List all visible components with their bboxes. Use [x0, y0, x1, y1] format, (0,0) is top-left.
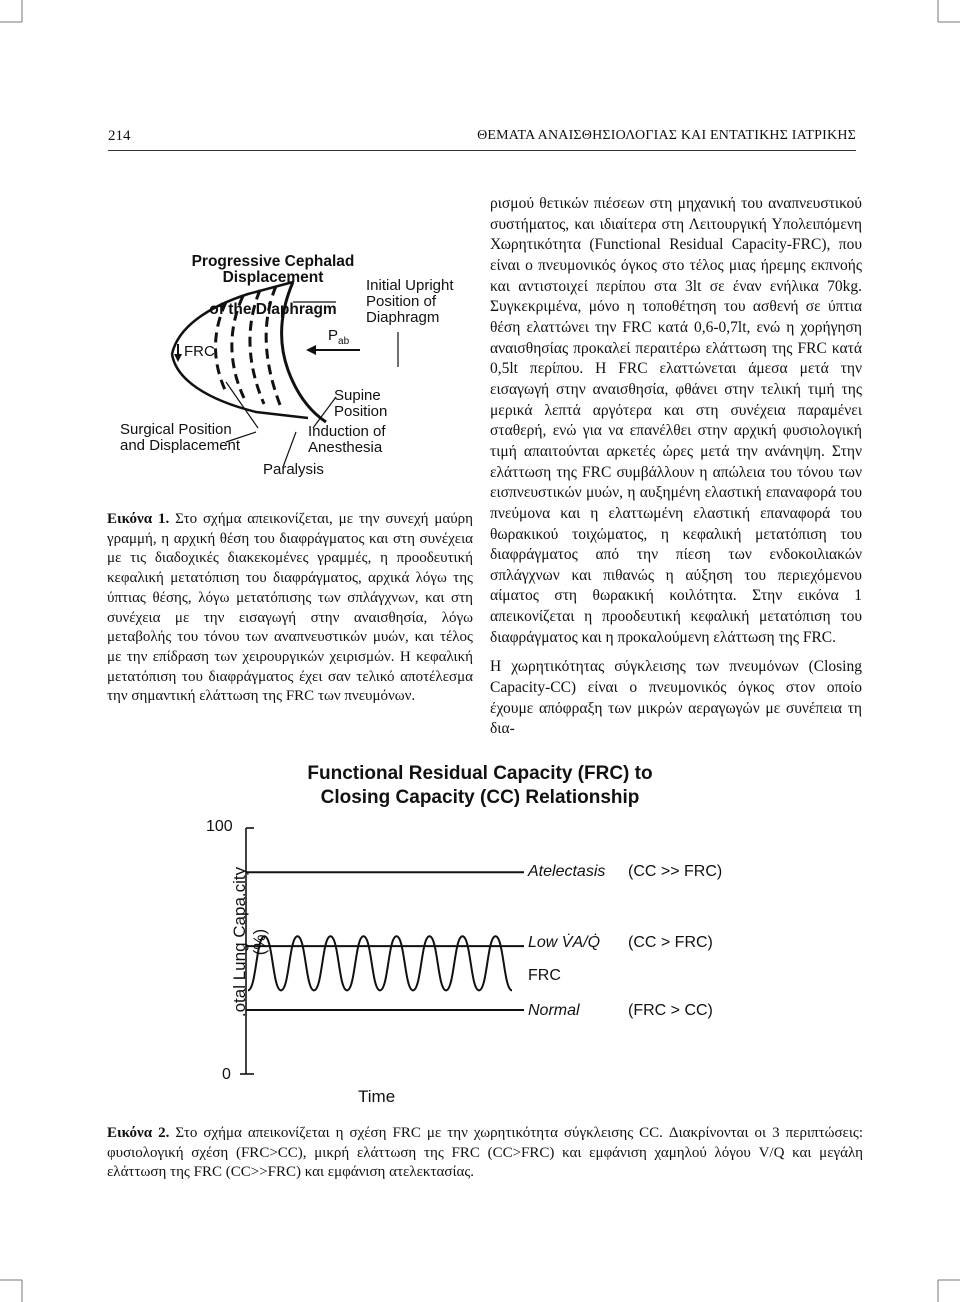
figure1-caption [107, 510, 473, 707]
crop-mark-top-left [0, 0, 60, 60]
label-paralysis: Paralysis [263, 461, 324, 478]
label-frc: FRC [184, 343, 215, 360]
label-induction: Induction of Anesthesia [308, 423, 386, 456]
figure1-caption-text: Στο σχήμα απεικονίζεται, με την συνεχή μαύρη γραμμή, η αρχική θέση του διαφράγματος και στη συνέχεια με τις διαδοχικές διακεκομένες γραμμές, η προοδευτική κεφαλική μετατόπιση του διαφράγματος, αρχικά λόγω της ύπτιας θέσης, λόγω μετατόπισης των σπλάγχνων, και στη συνέχεια με την εισαγωγή στην αναισθησία, λόγω μεταβολής του τόνου των αναπνευστικών μυών, και τέλος με την επίδραση των χειρουργικών χειρισμών. Η κεφαλική μετατόπιση του διαφράγματος έχει σαν τελικό αποτέλεσμα την σημαντική ελάττωση της FRC των πνευμόνων. [107, 511, 473, 705]
figure2-caption [107, 1124, 863, 1183]
label-atelectasis: Atelectasis [528, 863, 606, 880]
figure1-title-line2: of the Diaphragm [209, 301, 337, 318]
crop-mark-bottom-right [900, 1242, 960, 1302]
label-normal: Normal [528, 1002, 580, 1019]
crop-mark-bottom-left [0, 1242, 60, 1302]
y-tick-0: 0 [222, 1066, 231, 1083]
label-atelectasis-relation: (CC >> FRC) [628, 863, 723, 880]
label-frc-curve: FRC [528, 967, 561, 984]
body-paragraph-2: Η χωρητικότητας σύγκλεισης των πνευμόνων (Closing Capacity-CC) είναι ο πνευμονικός όγκος στον οποίο έχουμε απόφραξη των μικρών αεραγωγών με συνέπεια τη δια- [490, 658, 862, 738]
figure2-caption-label: Εικόνα 2. [107, 1125, 170, 1141]
journal-title: ΘΕΜΑΤΑ ΑΝΑΙΣΘΗΣΙΟΛΟΓΙΑΣ ΚΑΙ ΕΝΤΑΤΙΚΗΣ ΙΑΤΡΙΚΗΣ [477, 128, 856, 143]
body-paragraph-1: ρισμού θετικών πιέσεων στη μηχανική του αναπνευστικού συστήματος, και ιδιαίτερα στη Λειτουργική Υπολειπόμενη Χωρητικότητα (Functional Residual Capacity-FRC), που είναι ο πνευμονικός όγκος στο τέλος μιας ήρεμης εκπνοής και αντιστοιχεί περίπου στα 3lt σε έναν ενήλικα 70kg. Συγκεκριμένα, μόνο η τοποθέτηση του ασθενή σε ύπτια θέση ελαττώνει την FRC κατά 0,6-0,7lt, ενώ η χορήγηση αναισθησίας προκαλεί περαιτέρω ελάττωση της FRC κατά 0,5lt περίπου. Η FRC ελαττώνεται άμεσα μετά την εισαγωγή στην αναισθησία, φθάνει στην τελική τιμή της μερικά λεπτά αργότερα και στη συνέχεια παραμένει σταθερή, ενώ για να επανέλθει στην αρχική φυσιολογική τιμή απαιτούνται αρκετές ώρες μετά την ανάνηψη. Στην ελάττωση της FRC συμβάλλουν η απώλεια του τόνου των εισπνευστικών μυών, η αυξημένη ελαστική επαναφορά του πνεύμονα και η ελαττωμένη ελαστική επαναφορά του θωρακικού τοιχώματος, η κεφαλική μετατόπιση του διαφράγματος από την πίεση των ενδοκοιλιακών σπλάγχνων και πιθανώς η αύξηση του περιεχόμενου αίματος στη θωρακική κοιλότητα. Στην εικόνα 1 απεικονίζεται η προοδευτική κεφαλική μετατόπιση του διαφράγματος και η προκαλούμενη ελάττωση της FRC. [490, 195, 862, 646]
label-surgical: Surgical Position and Displacement [120, 421, 241, 454]
figure2-title-line1: Functional Residual Capacity (FRC) to [307, 763, 653, 784]
label-low-vaq: Low V̇A/Q̇ [528, 934, 601, 951]
running-header [108, 128, 856, 150]
figure-2 [200, 752, 800, 1122]
y-tick-100: 100 [206, 818, 233, 835]
figure2-title-line2: Closing Capacity (CC) Relationship [320, 787, 640, 808]
page-number: 214 [108, 128, 131, 144]
figure1-caption-label: Εικόνα 1. [107, 511, 170, 527]
figure1-title-line1: Progressive Cephalad Displacement [191, 253, 355, 286]
header-rule [108, 150, 856, 151]
label-supine: Supine Position [334, 387, 388, 420]
figure2-caption-text: Στο σχήμα απεικονίζεται η σχέση FRC με την χωρητικότητα σύγκλεισης CC. Διακρίνονται οι 3 περιπτώσεις: φυσιολογική σχέση (FRC>CC), μικρή ελάττωση της FRC (CC>FRC) και εμφάνιση χαμηλού λόγου V/Q και μεγάλη ελάττωση της FRC (CC>>FRC) και εμφάνιση ατελεκτασίας. [107, 1125, 863, 1181]
label-pab-main: P [328, 327, 339, 344]
body-text-right-column [490, 194, 862, 740]
label-pab [328, 328, 349, 350]
label-pab-sub: ab [338, 336, 350, 347]
figure-1 [108, 232, 473, 502]
y-axis-label: .otal Lung Capa.city (%) [230, 866, 269, 1018]
crop-mark-top-right [900, 0, 960, 60]
label-low-relation: (CC > FRC) [628, 934, 713, 951]
label-normal-relation: (FRC > CC) [628, 1002, 713, 1019]
tidal-breathing-curve [248, 936, 512, 990]
x-axis-label: Time [358, 1087, 396, 1106]
figure1-title [148, 238, 398, 318]
label-initial-upright: Initial Upright Position of Diaphragm [366, 277, 454, 326]
